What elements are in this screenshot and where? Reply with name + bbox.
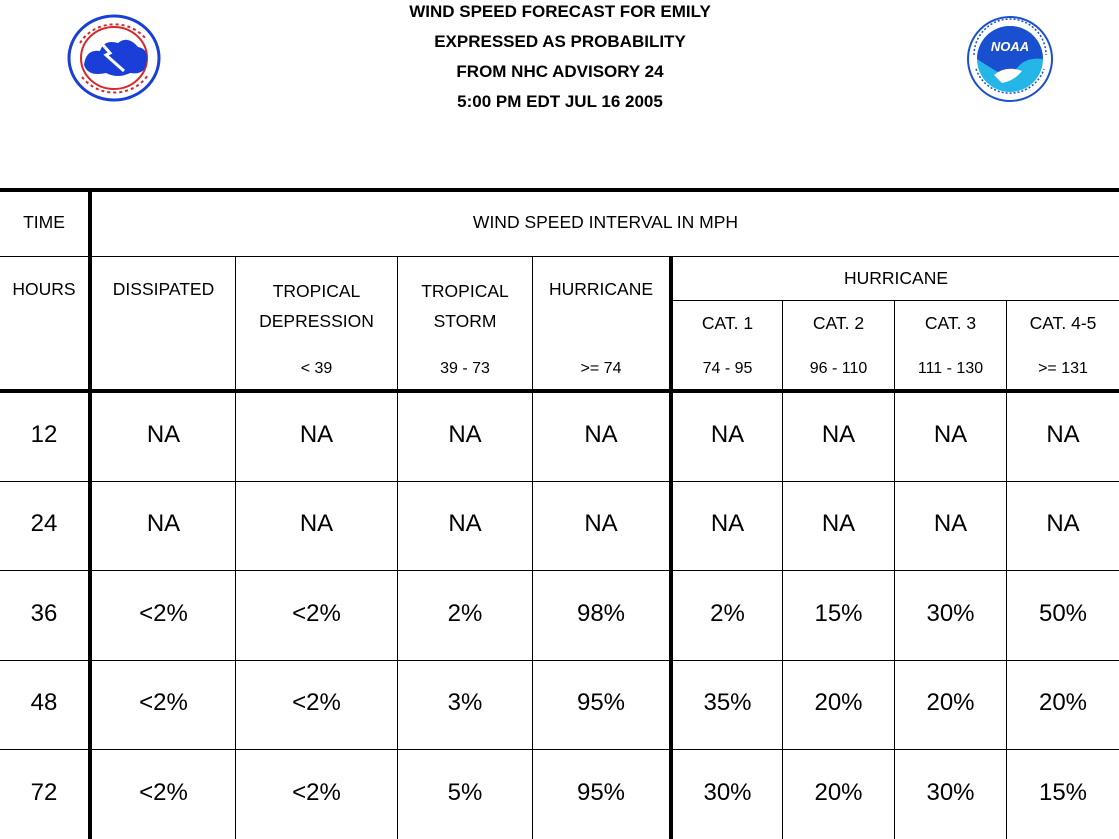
header-dissipated: DISSIPATED (112, 279, 215, 299)
title-line-1: WIND SPEED FORECAST FOR EMILY (409, 2, 711, 21)
probability-cell: 20% (814, 779, 863, 806)
header-cat2: CAT. 2 (812, 313, 865, 333)
header-td-line1: TROPICAL (272, 281, 361, 301)
header-ts-range: 39 - 73 (440, 360, 490, 377)
probability-cell: <2% (139, 779, 188, 806)
probability-cell: NA (584, 421, 618, 448)
row-hours-cell: 12 (30, 421, 58, 448)
header-ts-line2: STORM (433, 311, 497, 331)
probability-cell: 50% (1038, 600, 1088, 627)
probability-cell: NA (710, 421, 745, 448)
divider-col-td (397, 256, 398, 839)
divider-header-body (0, 389, 1119, 393)
divider-col-cat1 (782, 300, 783, 839)
probability-cell: <2% (292, 600, 341, 627)
header-time: TIME (23, 212, 65, 232)
probability-cell: NA (821, 421, 856, 448)
header-wind-speed-interval: WIND SPEED INTERVAL IN MPH (472, 212, 739, 232)
header-hurricane-range: >= 74 (580, 360, 622, 377)
divider-row-12 (0, 481, 1119, 482)
probability-cell: NA (299, 510, 334, 537)
header-hurricane: HURRICANE (548, 279, 654, 299)
nws-logo-icon (66, 13, 162, 103)
probability-cell: NA (584, 510, 618, 537)
probability-cell: NA (1046, 421, 1080, 448)
row-hours-cell: 24 (30, 510, 58, 537)
probability-cell: 15% (814, 600, 863, 627)
probability-cell: 30% (703, 779, 752, 806)
probability-cell: 35% (703, 689, 752, 716)
probability-cell: 2% (447, 600, 483, 627)
row-hours-cell: 72 (30, 779, 58, 806)
probability-cell: <2% (292, 779, 341, 806)
header-cat3-range: 111 - 130 (917, 360, 984, 377)
divider-row-36 (0, 660, 1119, 661)
probability-cell: <2% (292, 689, 341, 716)
divider-hurricane-cats (669, 256, 673, 839)
probability-cell: NA (710, 510, 745, 537)
divider-row-48 (0, 749, 1119, 750)
row-hours-cell: 48 (30, 689, 58, 716)
header-cat1: CAT. 1 (701, 313, 754, 333)
probability-cell: <2% (139, 600, 188, 627)
svg-text:NOAA: NOAA (990, 39, 1030, 54)
probability-cell: 95% (576, 689, 626, 716)
probability-cell: 20% (1038, 689, 1088, 716)
probability-cell: 30% (926, 779, 975, 806)
header-ts-line1: TROPICAL (421, 281, 509, 301)
probability-cell: NA (146, 421, 181, 448)
header-hours: HOURS (12, 279, 76, 299)
probability-cell: 98% (576, 600, 626, 627)
probability-cell: 20% (814, 689, 863, 716)
probability-cell: 30% (926, 600, 975, 627)
title-line-2: EXPRESSED AS PROBABILITY (434, 32, 686, 51)
probability-cell: NA (821, 510, 856, 537)
header-cat2-range: 96 - 110 (809, 360, 868, 377)
divider-col-cat3 (1006, 300, 1007, 839)
probability-cell: NA (146, 510, 181, 537)
probability-cell: 5% (447, 779, 483, 806)
page-title (300, 0, 820, 120)
probability-cell: 20% (926, 689, 975, 716)
title-line-4: 5:00 PM EDT JUL 16 2005 (457, 92, 663, 111)
header-cat45: CAT. 4-5 (1029, 313, 1097, 333)
header-hurricane-group: HURRICANE (843, 268, 949, 288)
noaa-logo-icon (966, 15, 1054, 103)
header-cat45-range: >= 131 (1038, 360, 1088, 377)
probability-cell: NA (299, 421, 334, 448)
divider-time-hours (0, 256, 1119, 257)
probability-cell: <2% (139, 689, 188, 716)
table-top-border (0, 188, 1119, 192)
title-line-3: FROM NHC ADVISORY 24 (456, 62, 664, 81)
divider-row-24 (0, 570, 1119, 571)
probability-cell: 95% (576, 779, 626, 806)
header-cat1-range: 74 - 95 (702, 360, 753, 377)
probability-cell: NA (933, 421, 968, 448)
divider-col-dissipated (235, 256, 236, 839)
probability-cell: 2% (710, 600, 745, 627)
probability-cell: 3% (447, 689, 483, 716)
header-cat3: CAT. 3 (924, 313, 977, 333)
row-hours-cell: 36 (30, 600, 58, 627)
probability-cell: NA (448, 421, 482, 448)
header-td-line2: DEPRESSION (259, 311, 374, 331)
probability-cell: 15% (1038, 779, 1088, 806)
header-td-range: < 39 (300, 360, 333, 377)
divider-col-ts (532, 256, 533, 839)
probability-cell: NA (933, 510, 968, 537)
divider-col-cat2 (894, 300, 895, 839)
probability-cell: NA (448, 510, 482, 537)
probability-cell: NA (1046, 510, 1080, 537)
